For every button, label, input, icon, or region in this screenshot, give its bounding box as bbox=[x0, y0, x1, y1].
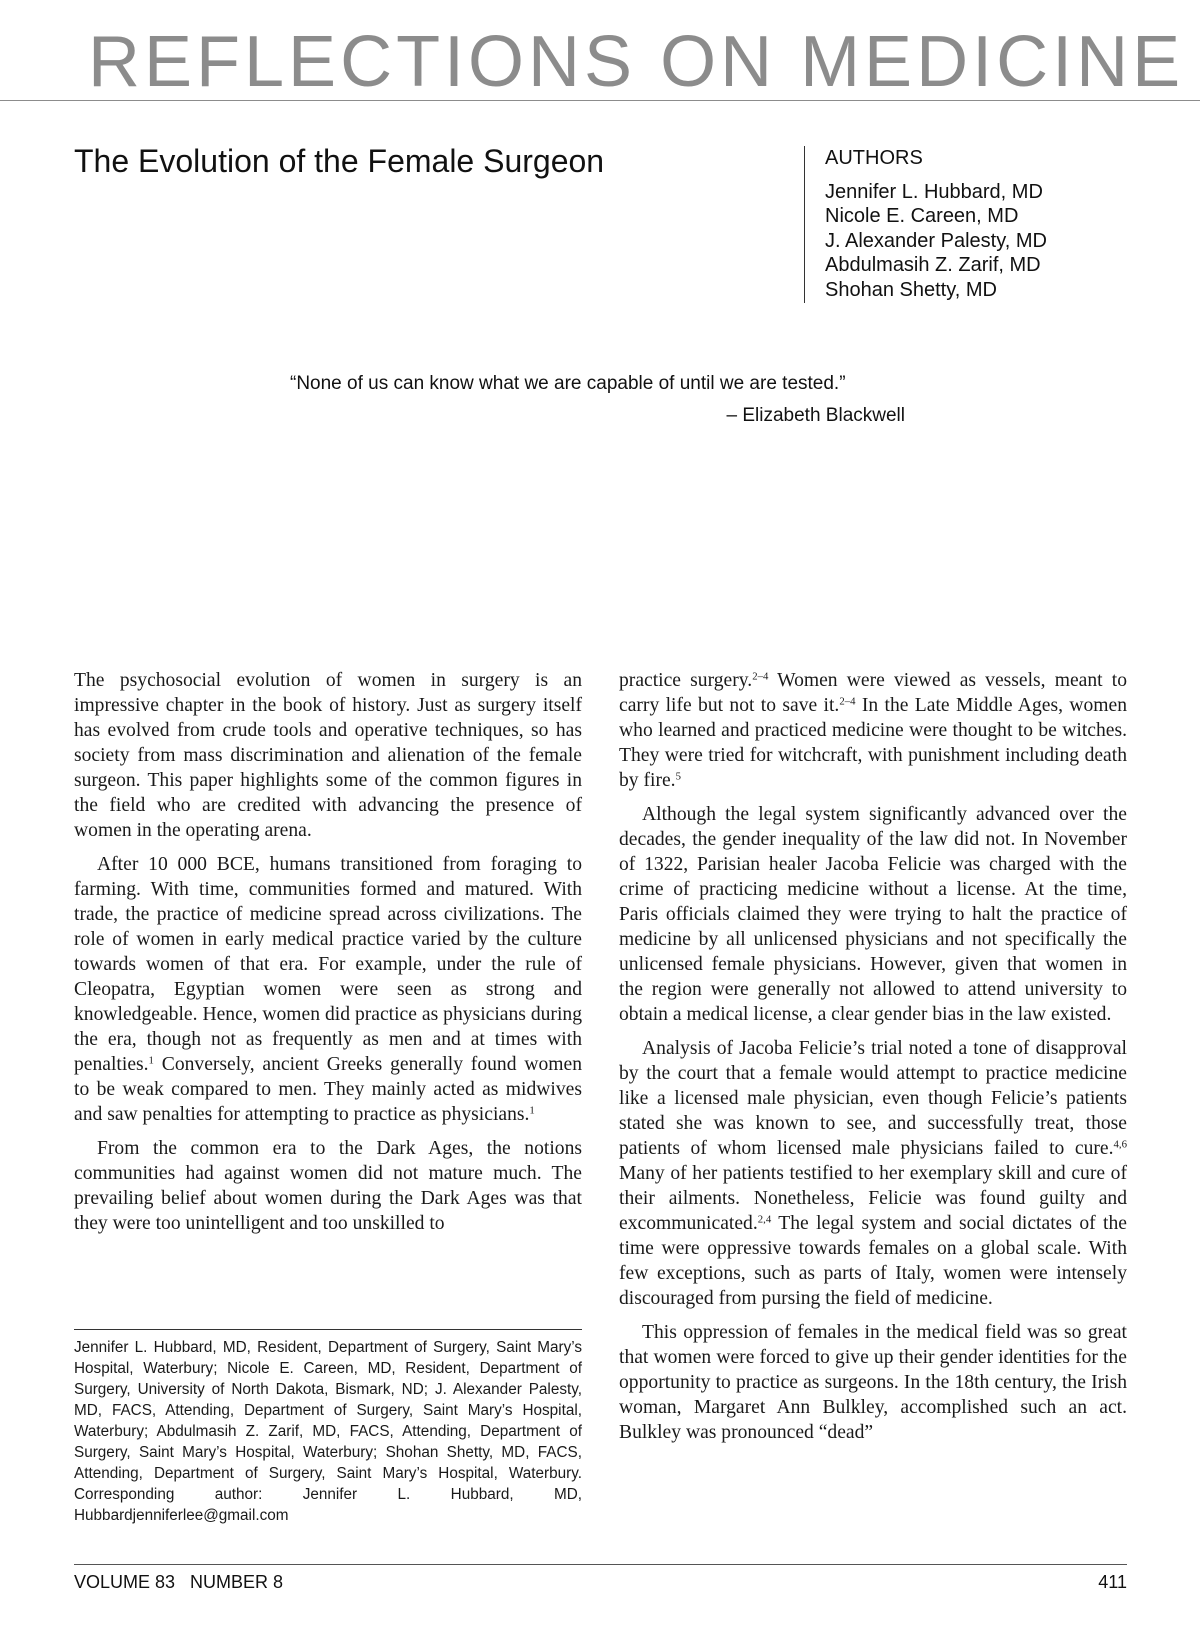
paragraph: This oppression of females in the medical field was so great that women were forced to give up their gender identities for the opportunity to practice as surgeons. In the 18th century, the Irish woman, Margaret Ann Bulkley, accomplished such an act. Bulkley was pronounced “dead” bbox=[619, 1322, 1127, 1443]
reference-marker: 1 bbox=[529, 1104, 535, 1117]
paragraph: The psychosocial evolution of women in surgery is an impressive chapter in the book of history. Just as surgery itself has evolved from crude tools and operative techniques, so has society from mass discrimination and alienation of the female surgeon. This paper highlights some of the common figures in the field who are credited with advancing the presence of women in the operating arena. bbox=[74, 670, 582, 841]
journal-masthead: REFLECTIONS ON MEDICINE bbox=[88, 22, 1185, 102]
page-number: 411 bbox=[1098, 1572, 1127, 1592]
author-name: J. Alexander Palesty, MD bbox=[825, 229, 1047, 252]
paragraph-text: In the Late Middle Ages, women who learned and practiced medicine were thought to be witches. They were tried for witchcraft, with punishment including death by fire. bbox=[619, 695, 1127, 791]
footnote-divider bbox=[74, 1329, 582, 1330]
reference-marker: 4,6 bbox=[1113, 1138, 1127, 1151]
body-column-right bbox=[619, 668, 1127, 1454]
author-affiliations-footnote: Jennifer L. Hubbard, MD, Resident, Department of Surgery, Saint Mary’s Hospital, Waterbury; Nicole E. Careen, MD, Resident, Department of Surgery, University of North Dakota, Bismark, ND; J. Alexander Palesty, MD, FACS, Attending, Department of Surgery, Saint Mary’s Hospital, Waterbury; Abdulmasih Z. Zarif, MD, FACS, Attending, Department of Surgery, Saint Mary’s Hospital, Waterbury; Shohan Shetty, MD, FACS, Attending, Department of Surgery, Saint Mary’s Hospital, Waterbury. Corresponding author: Jennifer L. Hubbard, MD, Hubbardjenniferlee@gmail.com bbox=[74, 1339, 582, 1524]
paragraph-text: Women were viewed as vessels, meant to carry life but not to save it. bbox=[619, 670, 1127, 716]
paragraph: Although the legal system significantly advanced over the decades, the gender inequality of the law did not. In November of 1322, Parisian healer Jacoba Felicie was charged with the crime of practicing medicine without a license. At the time, Paris officials claimed they were trying to halt the practice of medicine by all unlicensed physicians and not specifically the unlicensed female physicians. However, given that women in the region were generally not allowed to attend university to obtain a medical license, a clear gender bias in the law existed. bbox=[619, 804, 1127, 1025]
reference-marker: 2–4 bbox=[839, 695, 856, 708]
paragraph bbox=[619, 1036, 1127, 1311]
body-column-left bbox=[74, 668, 582, 1245]
paragraph bbox=[619, 668, 1127, 793]
article-title: The Evolution of the Female Surgeon bbox=[74, 143, 605, 179]
paragraph bbox=[74, 852, 582, 1127]
epigraph-text: “None of us can know what we are capable of until we are tested.” bbox=[290, 373, 846, 394]
author-name: Jennifer L. Hubbard, MD bbox=[825, 180, 1043, 203]
reference-marker: 5 bbox=[675, 770, 681, 783]
author-name: Shohan Shetty, MD bbox=[825, 278, 997, 301]
epigraph-attribution: – Elizabeth Blackwell bbox=[726, 405, 905, 426]
authors-box bbox=[804, 146, 1047, 303]
reference-marker: 2,4 bbox=[757, 1213, 772, 1226]
paragraph-text: Conversely, ancient Greeks generally found women to be weak compared to men. They mainly acted as midwives and saw penalties for attempting to practice as physicians. bbox=[74, 1054, 582, 1125]
epigraph bbox=[290, 373, 905, 427]
paragraph-text: The legal system and social dictates of the time were oppressive towards females on a global scale. With few exceptions, such as parts of Italy, women were intensely discouraged from pursing the field of medicine. bbox=[619, 1213, 1127, 1309]
masthead-divider bbox=[0, 100, 1200, 101]
paragraph-text: After 10 000 BCE, humans transitioned from foraging to farming. With time, communities formed and matured. With trade, the practice of medicine spread across civilizations. The role of women in early medical practice varied by the culture towards women of that era. For example, under the rule of Cleopatra, Egyptian women were seen as strong and knowledgeable. Hence, women did practice as physicians during the era, though not as frequently as men and at times with penalties. bbox=[74, 854, 582, 1075]
footer-divider bbox=[74, 1564, 1127, 1565]
author-name: Nicole E. Careen, MD bbox=[825, 205, 1019, 227]
reference-marker: 1 bbox=[148, 1054, 154, 1067]
author-name: Abdulmasih Z. Zarif, MD bbox=[825, 254, 1041, 276]
authors-heading: AUTHORS bbox=[825, 147, 923, 169]
paragraph: From the common era to the Dark Ages, the notions communities had against women did not mature much. The prevailing belief about women during the Dark Ages was that they were too unintelligent and too unskilled to bbox=[74, 1138, 582, 1234]
paragraph-text: Analysis of Jacoba Felicie’s trial noted a tone of disapproval by the court that a female would attempt to practice medicine like a licensed male physician, even though Felicie’s patients stated she was known to see, and successfully treat, those patients of whom licensed male physicians failed to cure. bbox=[619, 1038, 1127, 1159]
reference-marker: 2–4 bbox=[752, 670, 769, 683]
paragraph-text: practice surgery. bbox=[619, 670, 753, 691]
paragraph-text: Many of her patients testified to her exemplary skill and cure of their ailments. Nonetheless, Felicie was found guilty and excommunicated. bbox=[619, 1163, 1127, 1234]
volume-issue: VOLUME 83 NUMBER 8 bbox=[74, 1572, 284, 1592]
